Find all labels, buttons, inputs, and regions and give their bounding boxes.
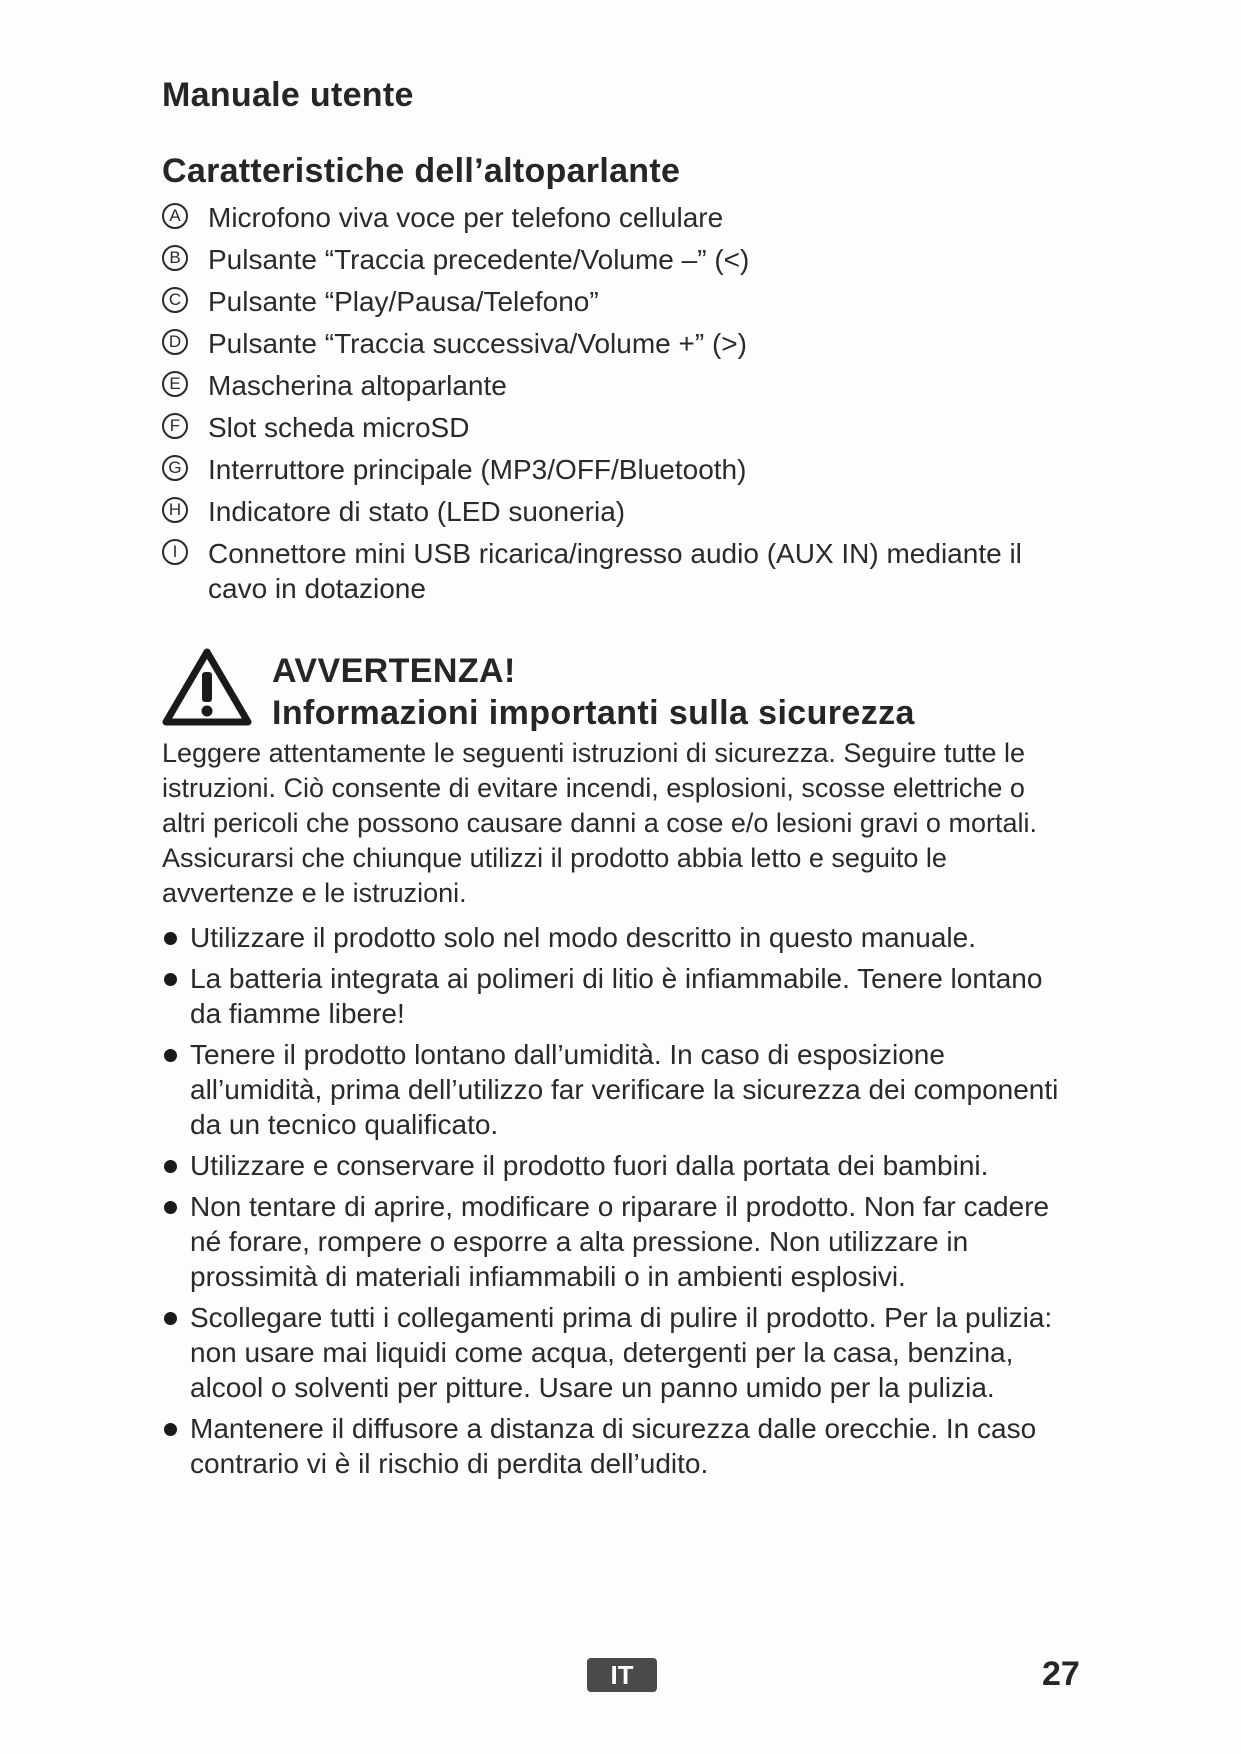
- bullet-dot-icon: [164, 1160, 177, 1173]
- features-section-title: Caratteristiche dell’altoparlante: [162, 152, 681, 190]
- bullet-dot-icon: [164, 1049, 177, 1062]
- circled-letter-badge: F: [162, 413, 188, 439]
- feature-text: Microfono viva voce per telefono cellulare: [208, 202, 724, 233]
- feature-text: Pulsante “Traccia precedente/Volume –” (<): [208, 244, 750, 275]
- bullet-dot-icon: [164, 1201, 177, 1214]
- list-item: [162, 1037, 1062, 1142]
- bullet-text: Utilizzare il prodotto solo nel modo descritto in questo manuale.: [190, 922, 976, 953]
- bullet-text: La batteria integrata ai polimeri di litio è infiammabile. Tenere lontano da fiamme libere!: [190, 963, 1043, 1029]
- feature-text: Pulsante “Play/Pausa/Telefono”: [208, 286, 599, 317]
- feature-item: [162, 242, 1062, 277]
- warning-triangle-icon: [162, 648, 252, 726]
- bullet-dot-icon: [164, 1312, 177, 1325]
- bullet-text: Non tentare di aprire, modificare o riparare il prodotto. Non far cadere né forare, rompere o esporre a alta pressione. Non utilizzare in prossimità di materiali infiammabili o in ambienti esplosivi.: [190, 1191, 1050, 1292]
- circled-letter-badge: E: [162, 371, 188, 397]
- bullet-dot-icon: [164, 1423, 177, 1436]
- page-title: Manuale utente: [162, 76, 414, 114]
- feature-text: Connettore mini USB ricarica/ingresso audio (AUX IN) mediante il cavo in dotazione: [208, 538, 1022, 604]
- feature-text: Mascherina altoparlante: [208, 370, 507, 401]
- feature-text: Interruttore principale (MP3/OFF/Bluetooth): [208, 454, 747, 485]
- list-item: [162, 1411, 1062, 1481]
- circled-letter-badge: I: [162, 539, 188, 565]
- warning-subtitle: Informazioni importanti sulla sicurezza: [272, 694, 915, 732]
- list-item: [162, 961, 1062, 1031]
- feature-text: Indicatore di stato (LED suoneria): [208, 496, 626, 527]
- feature-item: [162, 410, 1062, 445]
- feature-item: [162, 284, 1062, 319]
- bullet-text: Tenere il prodotto lontano dall’umidità. In caso di esposizione all’umidità, prima dell’utilizzo far verificare la sicurezza dei componenti da un tecnico qualificato.: [190, 1039, 1059, 1140]
- feature-item: [162, 494, 1062, 529]
- page-number: 27: [1042, 1655, 1080, 1693]
- circled-letter-badge: C: [162, 287, 188, 313]
- list-item: [162, 1300, 1062, 1405]
- circled-letter-badge: D: [162, 329, 188, 355]
- safety-bullet-list: [162, 920, 1062, 1487]
- list-item: [162, 1189, 1062, 1294]
- feature-item: [162, 368, 1062, 403]
- feature-text: Pulsante “Traccia successiva/Volume +” (>): [208, 328, 747, 359]
- language-badge: IT: [587, 1658, 657, 1692]
- bullet-dot-icon: [164, 932, 177, 945]
- bullet-text: Utilizzare e conservare il prodotto fuori dalla portata dei bambini.: [190, 1150, 989, 1181]
- bullet-text: Scollegare tutti i collegamenti prima di pulire il prodotto. Per la pulizia: non usare mai liquidi come acqua, detergenti per la casa, benzina, alcool o solventi per pitture. Usare un panno umido per la pulizia.: [190, 1302, 1053, 1403]
- warning-title: AVVERTENZA!: [272, 652, 516, 690]
- circled-letter-badge: B: [162, 245, 188, 271]
- feature-item: [162, 326, 1062, 361]
- warning-intro-paragraph: Leggere attentamente le seguenti istruzioni di sicurezza. Seguire tutte le istruzioni. Ciò consente di evitare incendi, esplosioni, scosse elettriche o altri pericoli che possono causare danni a cose e/o lesioni gravi o mortali. Assicurarsi che chiunque utilizzi il prodotto abbia letto e seguito le avvertenze e le istruzioni.: [162, 738, 1037, 908]
- feature-text: Slot scheda microSD: [208, 412, 470, 443]
- bullet-dot-icon: [164, 973, 177, 986]
- warning-heading: [272, 650, 915, 734]
- feature-item: [162, 200, 1062, 235]
- feature-item: [162, 536, 1062, 606]
- list-item: [162, 1148, 1062, 1183]
- list-item: [162, 920, 1062, 955]
- circled-letter-badge: A: [162, 203, 188, 229]
- features-list: [162, 200, 1062, 613]
- bullet-text: Mantenere il diffusore a distanza di sicurezza dalle orecchie. In caso contrario vi è il rischio di perdita dell’udito.: [190, 1413, 1037, 1479]
- feature-item: [162, 452, 1062, 487]
- circled-letter-badge: H: [162, 497, 188, 523]
- circled-letter-badge: G: [162, 455, 188, 481]
